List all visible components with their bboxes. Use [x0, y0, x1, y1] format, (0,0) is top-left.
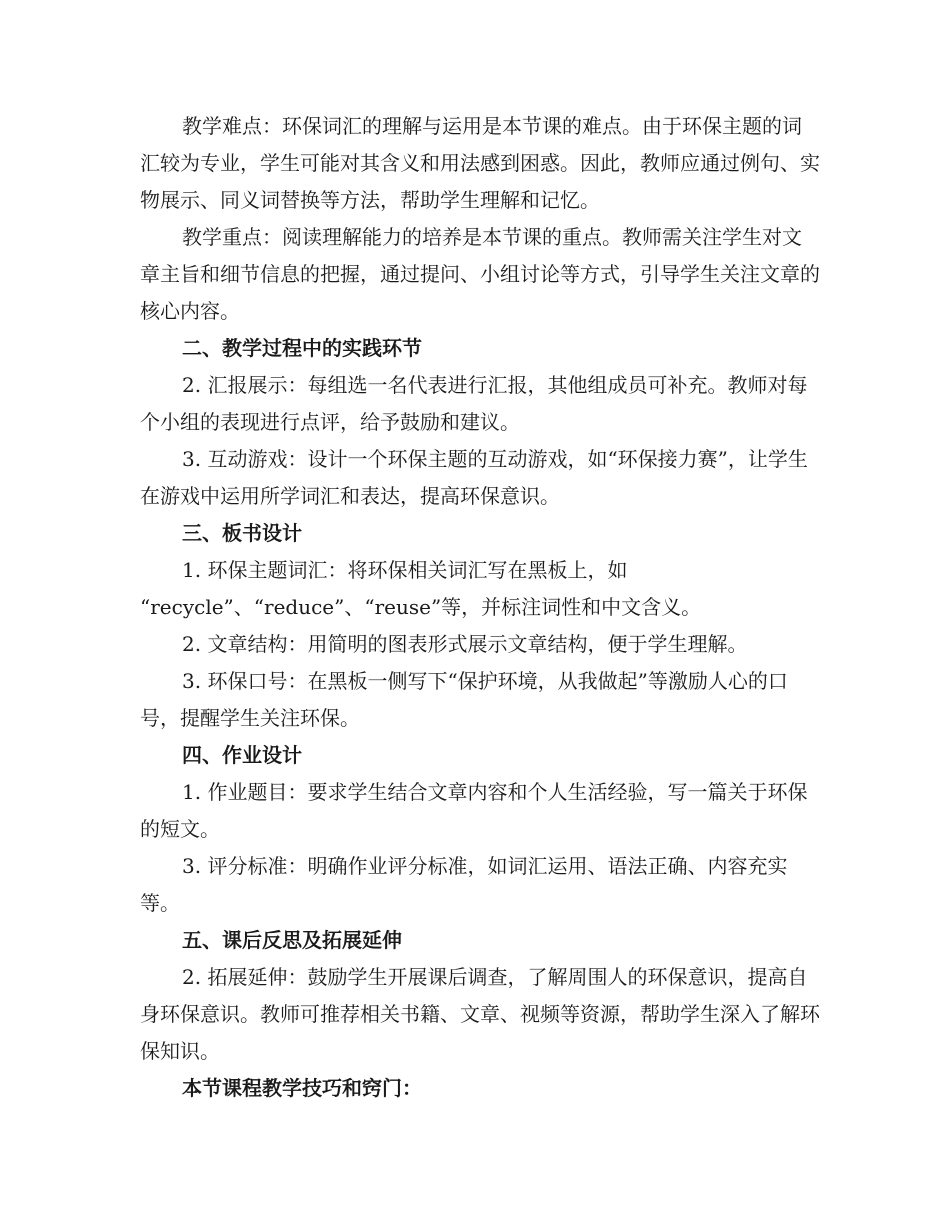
paragraph-article-structure: 2. 文章结构：用简明的图表形式展示文章结构，便于学生理解。 [182, 632, 748, 656]
paragraph-vocabulary: 1. 环保主题词汇：将环保相关词汇写在黑板上，如 “recycle”、“reduce”、“reuse”等，并标注词性和中文含义。 [140, 558, 702, 619]
paragraph-homework-topic: 1. 作业题目：要求学生结合文章内容和个人生活经验，写一篇关于环保的短文。 [140, 780, 808, 841]
paragraph-teaching-focus: 教学重点：阅读理解能力的培养是本节课的重点。教师需关注学生对文章主旨和细节信息的把握，通过提问、小组讨论等方式，引导学生关注文章的核心内容。 [140, 225, 820, 323]
paragraph-teaching-difficulty: 教学难点：环保词汇的理解与运用是本节课的难点。由于环保主题的词汇较为专业，学生可能对其含义和用法感到困惑。因此，教师应通过例句、实物展示、同义词替换等方法，帮助学生理解和记忆。 [140, 114, 820, 212]
paragraph-report-display: 2. 汇报展示：每组选一名代表进行汇报，其他组成员可补充。教师对每个小组的表现进行点评，给予鼓励和建议。 [140, 373, 808, 434]
section-heading-homework: 四、作业设计 [182, 743, 302, 767]
paragraph-extension: 2. 拓展延伸：鼓励学生开展课后调查，了解周围人的环保意识，提高自身环保意识。教师可推荐相关书籍、文章、视频等资源，帮助学生深入了解环保知识。 [140, 965, 820, 1063]
paragraph-interactive-game: 3. 互动游戏：设计一个环保主题的互动游戏，如“环保接力赛”，让学生在游戏中运用所学词汇和表达，提高环保意识。 [140, 447, 808, 508]
paragraph-slogan: 3. 环保口号：在黑板一侧写下“保护环境，从我做起”等激励人心的口号，提醒学生关注环保。 [140, 669, 788, 730]
section-heading-reflection: 五、课后反思及拓展延伸 [182, 928, 402, 952]
section-heading-board-design: 三、板书设计 [182, 521, 302, 545]
section-heading-tips: 本节课程教学技巧和窍门： [182, 1076, 422, 1100]
section-heading-practice: 二、教学过程中的实践环节 [182, 336, 422, 360]
paragraph-grading-standard: 3. 评分标准：明确作业评分标准，如词汇运用、语法正确、内容充实等。 [140, 854, 788, 915]
document-body [140, 108, 820, 1107]
